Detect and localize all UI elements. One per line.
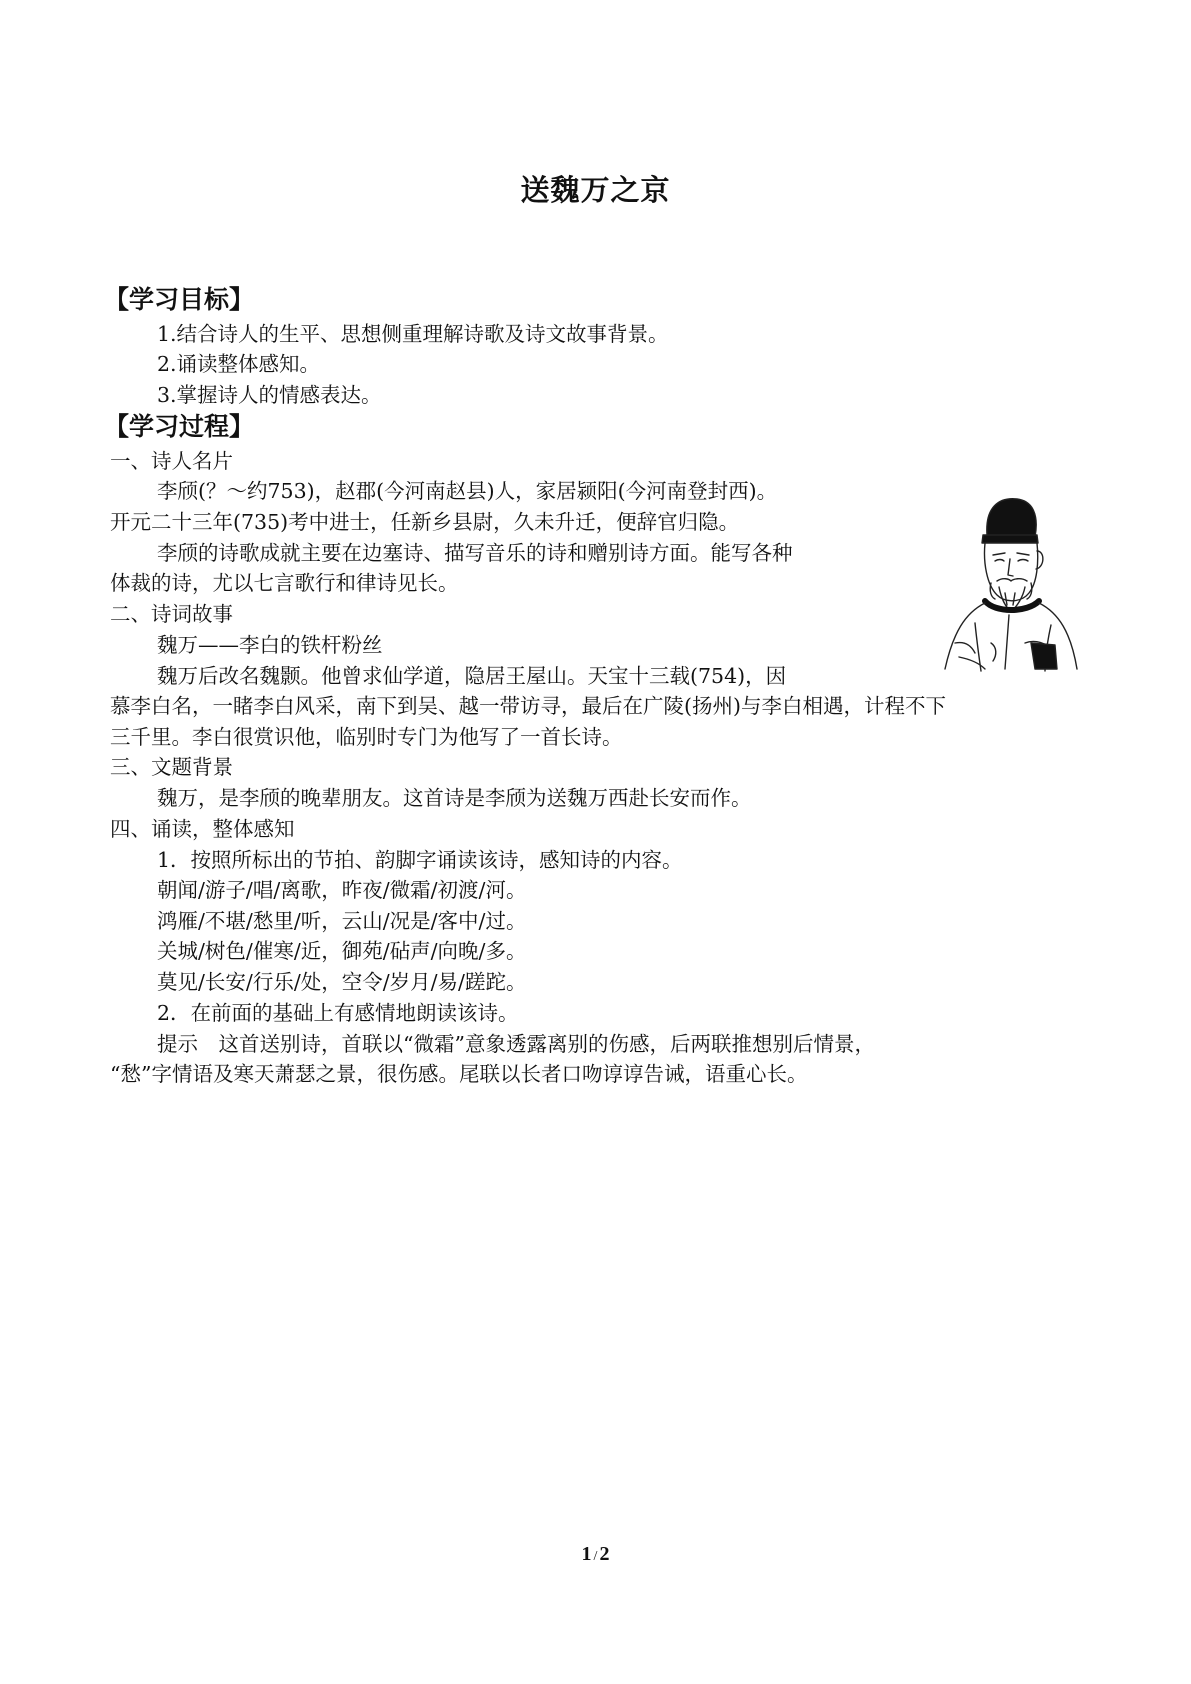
page-title: 送魏万之京 xyxy=(520,173,671,207)
goal-item: 2.诵读整体感知。 xyxy=(157,352,321,376)
poem-line: 莫见/长安/行乐/处，空令/岁月/易/蹉跎。 xyxy=(157,970,527,994)
section-heading-poet: 一、诗人名片 xyxy=(110,449,233,473)
poem-line: 鸿雁/不堪/愁里/听，云山/况是/客中/过。 xyxy=(157,909,527,933)
hint-line: 提示 这首送别诗，首联以“微霜”意象透露离别的伤感，后两联推想别后情景， xyxy=(157,1032,875,1056)
poem-line: 朝闻/游子/唱/离歌，昨夜/微霜/初渡/河。 xyxy=(157,878,527,902)
poet-line: 李颀的诗歌成就主要在边塞诗、描写音乐的诗和赠别诗方面。能写各种 xyxy=(157,541,793,565)
page-separator: / xyxy=(593,1549,598,1564)
goal-item: 1.结合诗人的生平、思想侧重理解诗歌及诗文故事背景。 xyxy=(157,322,669,346)
reading-step-1: 1．按照所标出的节拍、韵脚字诵读该诗，感知诗的内容。 xyxy=(157,848,683,872)
goal-item: 3.掌握诗人的情感表达。 xyxy=(157,383,382,407)
hint-line: “愁”字情语及寒天萧瑟之景，很伤感。尾联以长者口吻谆谆告诫，语重心长。 xyxy=(110,1062,808,1086)
poem-line: 关城/树色/催寒/近，御苑/砧声/向晚/多。 xyxy=(157,939,527,963)
poet-line: 体裁的诗，尤以七言歌行和律诗见长。 xyxy=(110,571,459,595)
page-total: 2 xyxy=(599,1543,610,1565)
story-line: 三千里。李白很赏识他，临别时专门为他写了一首长诗。 xyxy=(110,725,623,749)
page-current: 1 xyxy=(581,1543,592,1565)
section-heading-background: 三、文题背景 xyxy=(110,755,233,779)
poet-portrait xyxy=(935,493,1085,675)
story-subtitle: 魏万——李白的铁杆粉丝 xyxy=(157,633,383,657)
process-heading: 【学习过程】 xyxy=(104,412,255,441)
story-line: 慕李白名，一睹李白风采，南下到吴、越一带访寻，最后在广陵(扬州)与李白相遇，计程不下 xyxy=(110,694,946,718)
section-heading-reading: 四、诵读，整体感知 xyxy=(110,817,295,841)
reading-step-2: 2．在前面的基础上有感情地朗读该诗。 xyxy=(157,1001,519,1025)
page-number xyxy=(0,1543,1191,1566)
story-line: 魏万后改名魏颢。他曾求仙学道，隐居王屋山。天宝十三载(754)，因 xyxy=(157,664,787,688)
poet-line: 开元二十三年(735)考中进士，任新乡县尉，久未升迁，便辞官归隐。 xyxy=(110,510,740,534)
background-text: 魏万，是李颀的晚辈朋友。这首诗是李颀为送魏万西赴长安而作。 xyxy=(157,786,752,810)
goals-heading: 【学习目标】 xyxy=(104,285,255,314)
poet-line: 李颀(？～约753)，赵郡(今河南赵县)人，家居颍阳(今河南登封西)。 xyxy=(157,479,778,503)
section-heading-story: 二、诗词故事 xyxy=(110,602,233,626)
